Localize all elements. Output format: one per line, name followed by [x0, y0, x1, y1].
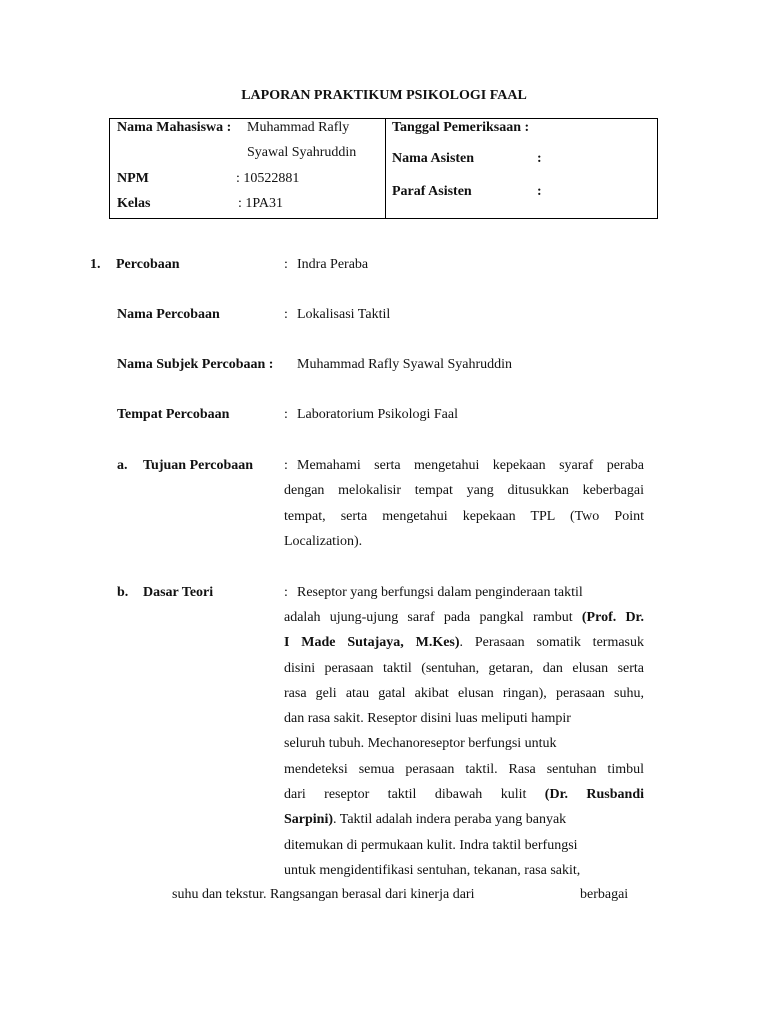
nama-percobaan-colon: : [284, 307, 288, 322]
text-run: dari reseptor taktil dibawah kulit [284, 787, 527, 803]
npm-label: NPM [117, 171, 149, 186]
dasar-teori-line-1: Reseptor yang berfungsi dalam penginderaan taktil [297, 585, 583, 600]
nama-mahasiswa-label: Nama Mahasiswa : [117, 120, 232, 135]
paraf-asisten-colon: : [537, 184, 542, 199]
nama-percobaan-value: Lokalisasi Taktil [297, 307, 391, 322]
percobaan-label: Percobaan [116, 257, 180, 272]
paraf-asisten-label: Paraf Asisten [392, 184, 472, 199]
tujuan-line: dengan melokalisir tempat yang ditusukkan keberbagai [284, 483, 644, 499]
table-divider [385, 119, 386, 218]
tujuan-paragraph [284, 478, 644, 554]
dasar-teori-line-5: rasa geli atau gatal akibat elusan ringan), perasaan suhu, [284, 685, 644, 701]
dasar-teori-line-4: disini perasaan taktil (sentuhan, getaran, dan elusan serta [284, 660, 644, 676]
nama-mahasiswa-value-1: Muhammad Rafly [247, 120, 350, 135]
nama-mahasiswa-value-2: Syawal Syahruddin [247, 145, 357, 160]
kelas-value: : 1PA31 [238, 196, 284, 211]
citation: Sarpini) [284, 812, 334, 828]
dasar-teori-line-6: dan rasa sakit. Reseptor disini luas meliputi hampir [284, 711, 571, 727]
nama-asisten-label: Nama Asisten [392, 151, 475, 166]
dasar-teori-line-11: ditemukan di permukaan kulit. Indra taktil berfungsi [284, 837, 578, 853]
dasar-teori-line-3 [284, 630, 644, 655]
citation: (Prof. Dr. [581, 610, 644, 625]
citation: I Made Sutajaya, M.Kes) [284, 635, 460, 651]
text-run: . Perasaan somatik termasuk [459, 635, 644, 651]
tempat-percobaan-value: Laboratorium Psikologi Faal [297, 407, 458, 422]
nama-subjek-value: Muhammad Rafly Syawal Syahruddin [297, 357, 513, 372]
tempat-percobaan-colon: : [284, 407, 288, 422]
dasar-teori-label: Dasar Teori [143, 585, 214, 600]
tujuan-marker: a. [117, 458, 128, 473]
percobaan-value: Indra Peraba [297, 257, 369, 272]
npm-value: : 10522881 [236, 171, 300, 186]
dasar-teori-line-7: seluruh tubuh. Mechanoreseptor berfungsi untuk [284, 736, 557, 752]
dasar-teori-line-8: mendeteksi semua perasaan taktil. Rasa sentuhan timbul [284, 761, 644, 777]
tempat-percobaan-label: Tempat Percobaan [117, 407, 230, 422]
citation: (Dr. Rusbandi [544, 787, 645, 803]
nama-asisten-colon: : [537, 151, 542, 166]
tanggal-pemeriksaan-label: Tanggal Pemeriksaan : [392, 120, 530, 135]
percobaan-colon: : [284, 257, 288, 272]
dasar-teori-marker: b. [117, 585, 129, 600]
tujuan-line: Memahami serta mengetahui kepekaan syaraf peraba [297, 458, 644, 473]
kelas-label: Kelas [117, 196, 151, 211]
tujuan-colon: : [284, 458, 288, 473]
dasar-teori-line-2 [284, 605, 644, 630]
tujuan-label: Tujuan Percobaan [143, 458, 254, 473]
tujuan-paragraph-first [297, 453, 644, 478]
nama-subjek-label: Nama Subjek Percobaan : [117, 357, 274, 372]
dasar-teori-line-13b: berbagai [580, 887, 629, 902]
nama-percobaan-label: Nama Percobaan [117, 307, 220, 322]
tujuan-line: Localization). [284, 533, 363, 549]
text-run: adalah ujung-ujung saraf pada pangkal rambut [284, 610, 573, 625]
dasar-teori-line-9 [284, 782, 644, 807]
dasar-teori-colon: : [284, 585, 288, 600]
document-title: LAPORAN PRAKTIKUM PSIKOLOGI FAAL [241, 88, 527, 103]
tujuan-line: tempat, serta mengetahui kepekaan TPL (Two Point [284, 508, 644, 524]
dasar-teori-paragraph [284, 605, 644, 883]
section-number: 1. [90, 257, 101, 272]
text-run: . Taktil adalah indera peraba yang banyak [333, 812, 567, 828]
dasar-teori-line-13a: suhu dan tekstur. Rangsangan berasal dari kinerja dari [172, 887, 475, 902]
dasar-teori-line-10 [284, 807, 644, 832]
dasar-teori-line-12: untuk mengidentifikasi sentuhan, tekanan, rasa sakit, [284, 862, 581, 878]
